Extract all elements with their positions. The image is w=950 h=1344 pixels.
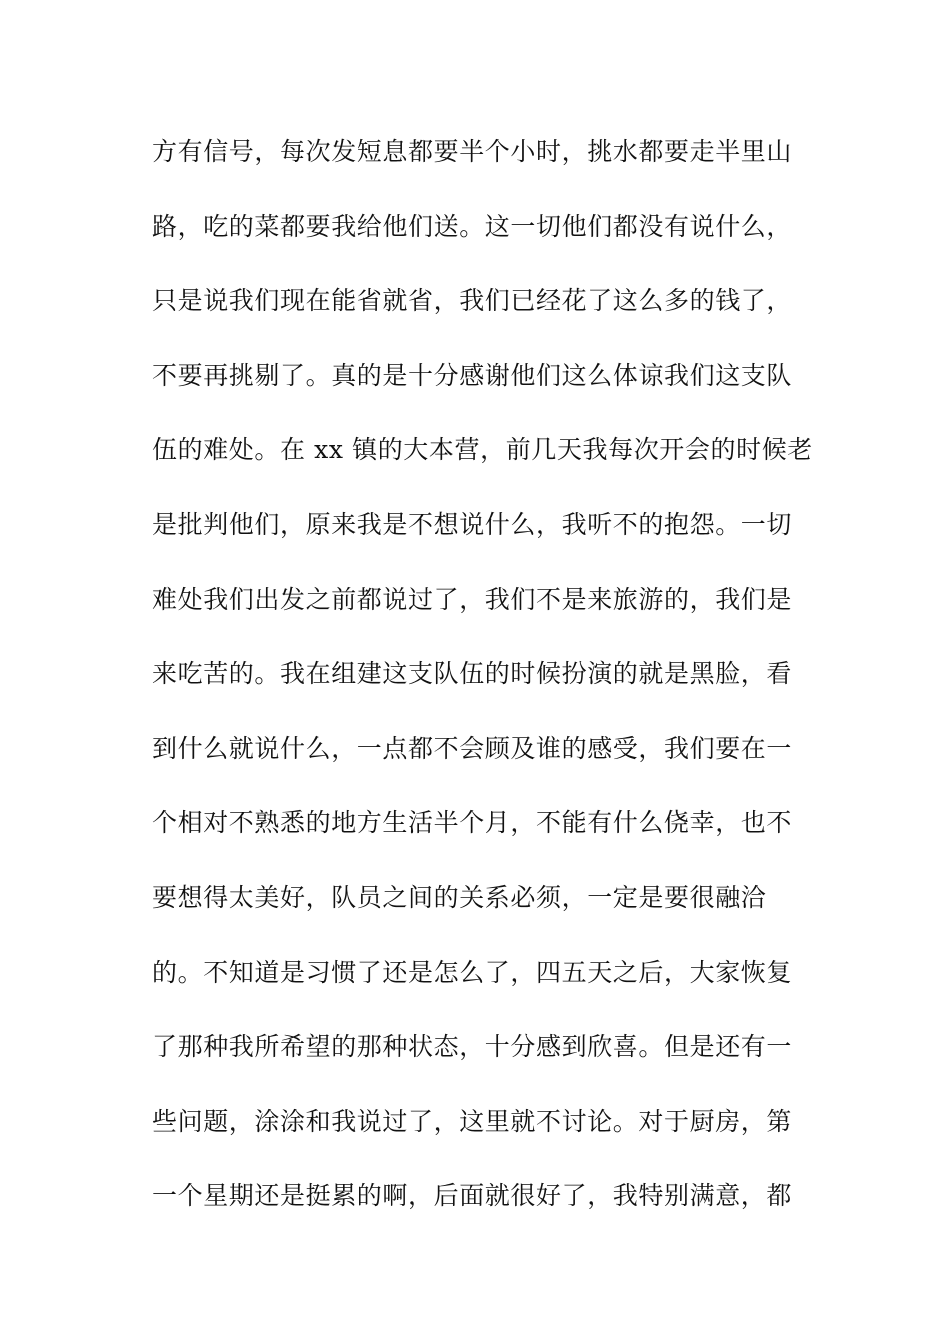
text-line: 了那种我所希望的那种状态，十分感到欣喜。但是还有一 <box>152 1032 793 1062</box>
text-line: 不要再挑剔了。真的是十分感谢他们这么体谅我们这支队 <box>152 360 793 390</box>
text-line: 的。不知道是习惯了还是怎么了，四五天之后，大家恢复 <box>152 957 793 987</box>
text-line: 方有信号，每次发短息都要半个小时，挑水都要走半里山 <box>152 137 793 166</box>
text-line: 是批判他们，原来我是不想说什么，我听不的抱怨。一切 <box>152 509 793 539</box>
text-line: 些问题，涂涂和我说过了，这里就不讨论。对于厨房，第 <box>152 1106 793 1136</box>
text-line: 难处我们出发之前都说过了，我们不是来旅游的，我们是 <box>152 584 793 614</box>
text-line: 来吃苦的。我在组建这支队伍的时候扮演的就是黑脸，看 <box>152 659 793 689</box>
text-line: 路，吃的菜都要我给他们送。这一切他们都没有说什么， <box>152 211 793 241</box>
text-line: 一个星期还是挺累的啊，后面就很好了，我特别满意，都 <box>152 1181 793 1211</box>
text-line: 个相对不熟悉的地方生活半个月，不能有什么侥幸，也不 <box>152 808 793 838</box>
body-text <box>152 128 812 1247</box>
text-line: 要想得太美好，队员之间的关系必须，一定是要很融洽 <box>152 882 767 912</box>
text-line: 只是说我们现在能省就省，我们已经花了这么多的钱了， <box>152 286 793 316</box>
text-line: 伍的难处。在 xx 镇的大本营，前几天我每次开会的时候老 <box>152 435 813 465</box>
text-line: 到什么就说什么，一点都不会顾及谁的感受，我们要在一 <box>152 733 793 763</box>
